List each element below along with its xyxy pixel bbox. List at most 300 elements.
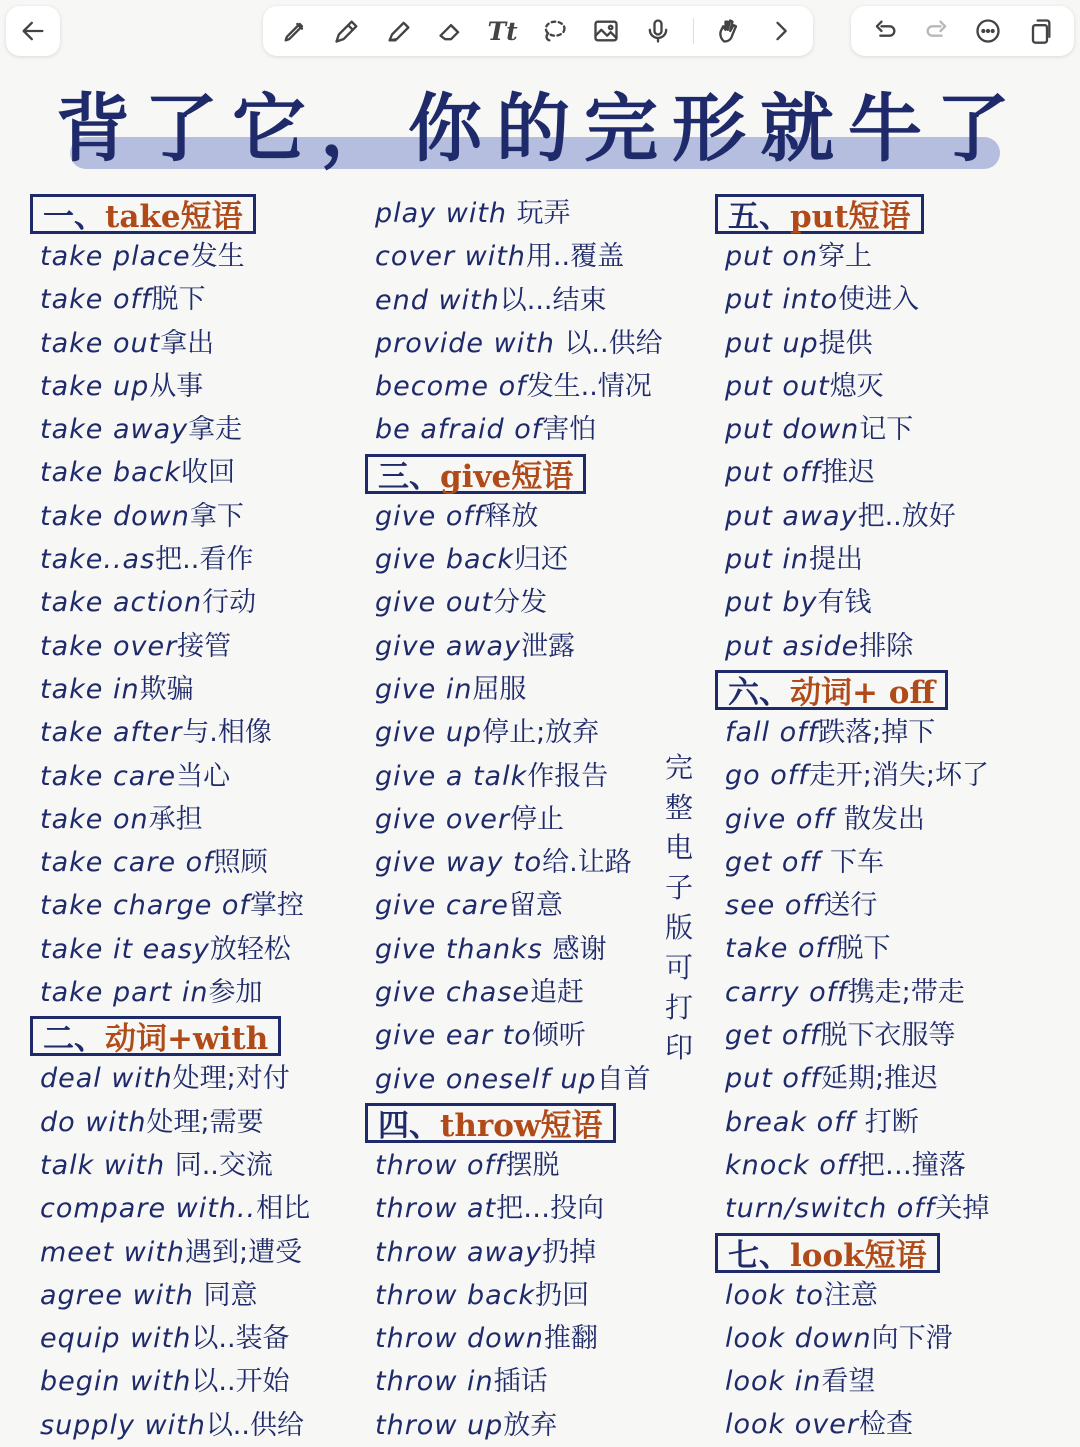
section-number: 五、	[728, 199, 790, 235]
phrase-item	[30, 1317, 360, 1360]
section-number: 六、	[728, 674, 790, 711]
phrase-english: put off	[725, 457, 821, 489]
phrase-chinese: 熄灭	[829, 370, 884, 402]
history-toolbar	[851, 6, 1074, 56]
phrase-chinese: 把…撞落	[857, 1149, 966, 1181]
phrase-item	[715, 884, 1075, 927]
phrase-english: provide with	[375, 327, 565, 359]
section-label: give短语	[440, 458, 574, 495]
section-number: 七、	[728, 1237, 790, 1274]
phrase-english: give out	[375, 587, 494, 619]
phrase-english: take over	[40, 630, 178, 662]
phrase-item	[30, 408, 360, 451]
text-tool-glyph: Tt	[487, 16, 518, 46]
phrase-item	[365, 235, 690, 278]
phrase-english: take up	[40, 370, 150, 402]
phrase-chinese: 以..开始	[191, 1366, 290, 1398]
section-label: 动词+with	[105, 1021, 269, 1058]
phrase-chinese: 脱下衣服等	[820, 1020, 956, 1052]
phrase-chinese: 携走;带走	[847, 976, 965, 1008]
phrase-english: become of	[375, 371, 527, 403]
phrase-chinese: 以..装备	[191, 1323, 290, 1355]
phrase-item	[715, 235, 1075, 278]
phrase-english: give ear to	[375, 1020, 532, 1052]
phrase-chinese: 相比	[256, 1193, 311, 1225]
phrase-english: break off	[725, 1106, 865, 1138]
phrase-item	[715, 1101, 1075, 1144]
phrase-english: take on	[40, 803, 149, 835]
phrase-chinese: 下车	[830, 846, 885, 878]
phrase-english: throw at	[375, 1193, 497, 1225]
eraser-icon[interactable]	[434, 14, 468, 48]
phrase-chinese: 扔回	[535, 1279, 590, 1311]
phrase-chinese: 停止;放弃	[482, 717, 600, 749]
phrase-item	[365, 625, 690, 668]
phrase-item	[30, 1360, 360, 1403]
phrase-english: give away	[375, 630, 521, 662]
phrase-english: knock off	[725, 1149, 858, 1181]
section-number: 三、	[378, 458, 440, 495]
phrase-english: take place	[40, 241, 191, 272]
phrase-item	[365, 711, 690, 754]
phrase-chinese: 用..覆盖	[525, 241, 625, 273]
phrase-chinese: 走开;消失;坏了	[808, 760, 989, 792]
phrase-english: take action	[40, 587, 203, 619]
pages-icon[interactable]	[1023, 14, 1057, 48]
phrase-english: begin with	[40, 1366, 192, 1398]
phrase-english: give chase	[375, 977, 530, 1009]
phrase-english: put down	[725, 414, 860, 446]
phrase-item	[30, 1144, 360, 1187]
phrase-english: look to	[725, 1279, 824, 1311]
phrase-chinese: 当心	[176, 760, 231, 792]
phrase-english: fall off	[725, 716, 819, 748]
section-label: put短语	[790, 199, 911, 235]
phrase-item	[30, 322, 360, 365]
phrase-chinese: 扔掉	[542, 1236, 597, 1268]
phrase-english: put on	[725, 241, 819, 272]
phrase-chinese: 拿下	[189, 500, 244, 532]
phrase-chinese: 把..放好	[857, 500, 956, 532]
phrase-item	[365, 798, 690, 841]
phrase-item	[365, 495, 690, 538]
phrase-chinese: 提供	[818, 327, 873, 359]
phrase-item	[365, 928, 690, 971]
phrase-english: take off	[40, 284, 152, 316]
phrase-english: throw down	[375, 1323, 544, 1355]
phrase-chinese: 推迟	[820, 457, 875, 489]
phrase-item	[365, 1404, 690, 1447]
microphone-icon[interactable]	[641, 14, 675, 48]
toolbar-divider	[693, 18, 694, 44]
section-number: 二、	[43, 1021, 105, 1058]
phrase-english: take down	[40, 500, 190, 532]
phrase-chinese: 收回	[181, 457, 236, 489]
phrase-chinese: 作报告	[527, 760, 609, 792]
phrase-chinese: 拿走	[188, 414, 243, 446]
phrase-english: give care	[375, 890, 509, 922]
phrase-english: take charge of	[40, 890, 250, 922]
phrase-item	[365, 538, 690, 581]
phrase-item	[715, 278, 1075, 321]
phrase-item	[365, 1317, 690, 1360]
phrase-chinese: 释放	[484, 500, 539, 532]
phrase-chinese: 泄露	[520, 630, 575, 662]
back-button[interactable]	[6, 6, 60, 56]
phrase-chinese: 看望	[821, 1366, 876, 1398]
phrase-item	[365, 1014, 690, 1057]
column-2	[365, 192, 690, 1447]
phrase-chinese: 以..供给	[564, 327, 663, 359]
phrase-english: play with	[375, 198, 517, 229]
phrase-chinese: 参加	[208, 977, 263, 1009]
phrase-item	[30, 451, 360, 494]
phrase-chinese: 检查	[858, 1409, 913, 1441]
phrase-chinese: 以...结束	[499, 284, 607, 316]
phrase-item	[30, 1274, 360, 1317]
side-note	[661, 748, 697, 1068]
off-phrase-list	[715, 711, 1075, 1231]
phrase-item	[715, 408, 1075, 451]
phrase-chinese: 自首	[596, 1063, 651, 1095]
phrase-item	[365, 1144, 690, 1187]
phrase-item	[715, 581, 1075, 624]
phrase-english: take off	[725, 933, 837, 965]
phrase-item	[30, 365, 360, 408]
column-1	[30, 192, 360, 1447]
phrase-english: see off	[725, 890, 824, 922]
phrase-chinese: 散发出	[843, 803, 925, 835]
phrase-english: take back	[40, 457, 182, 489]
phrase-item	[30, 235, 360, 278]
phrase-chinese: 穿上	[818, 241, 873, 272]
phrase-english: be afraid of	[375, 414, 543, 446]
phrase-item	[365, 884, 690, 927]
phrase-item	[365, 1058, 690, 1101]
phrase-chinese: 提出	[809, 544, 864, 576]
phrase-chinese: 送行	[823, 890, 878, 922]
page-title: 背了它，你的完形就牛了	[56, 86, 1024, 172]
throw-phrase-list	[365, 1144, 690, 1447]
phrase-chinese: 插话	[493, 1366, 548, 1398]
phrase-item	[365, 279, 690, 322]
phrase-english: look over	[725, 1409, 859, 1441]
phrase-item	[30, 928, 360, 971]
phrase-english: meet with	[40, 1236, 185, 1268]
phrase-english: take after	[40, 717, 183, 749]
phrase-english: take..as	[40, 544, 156, 576]
section-header-give	[365, 454, 586, 494]
phrase-item	[715, 322, 1075, 365]
section-number: 一、	[43, 199, 105, 235]
image-icon[interactable]	[589, 14, 623, 48]
phrase-chinese: 从事	[149, 370, 204, 402]
phrase-chinese: 注意	[823, 1279, 878, 1311]
phrase-chinese: 处理;对付	[172, 1063, 290, 1095]
phrase-item	[30, 538, 360, 581]
phrase-english: cover with	[375, 241, 526, 273]
section-label: take短语	[105, 199, 243, 235]
phrase-item	[715, 1274, 1075, 1317]
phrase-item	[715, 625, 1075, 668]
phrase-chinese: 归还	[513, 544, 568, 576]
phrase-chinese: 接管	[177, 630, 232, 662]
phrase-english: take in	[40, 673, 140, 705]
phrase-english: take out	[40, 327, 161, 359]
phrase-item	[715, 711, 1075, 754]
phrase-chinese: 向下滑	[871, 1322, 953, 1354]
phrase-english: take away	[40, 414, 189, 446]
phrase-item	[365, 841, 690, 884]
section-label: look短语	[790, 1237, 927, 1274]
phrase-chinese: 倾听	[531, 1020, 586, 1052]
phrase-english: give up	[375, 717, 483, 749]
chevron-right-icon[interactable]	[764, 14, 798, 48]
phrase-chinese: 摆脱	[505, 1149, 560, 1181]
phrase-chinese: 拿出	[160, 327, 215, 359]
phrase-item	[30, 841, 360, 884]
side-note-char: 可	[664, 951, 693, 984]
phrase-chinese: 记下	[859, 414, 914, 446]
phrase-chinese: 欺骗	[139, 673, 194, 705]
section-number: 四、	[378, 1107, 440, 1144]
phrase-chinese: 玩弄	[516, 198, 571, 229]
phrase-english: carry off	[725, 976, 848, 1008]
phrase-item	[30, 1231, 360, 1274]
hand-draw-icon[interactable]	[712, 14, 746, 48]
phrase-english: put aside	[725, 630, 860, 662]
phrase-english: throw in	[375, 1366, 494, 1398]
phrase-item	[30, 1101, 360, 1144]
phrase-chinese: 放轻松	[209, 933, 291, 965]
pencil-icon[interactable]	[278, 14, 312, 48]
phrase-english: put in	[725, 544, 810, 576]
phrase-item	[715, 927, 1075, 970]
phrase-english: deal with	[40, 1063, 173, 1095]
phrase-english: give in	[375, 673, 473, 705]
phrase-item	[365, 365, 690, 408]
side-note-char: 印	[664, 1031, 693, 1064]
phrase-english: put up	[725, 327, 819, 359]
phrase-chinese: 跌落;掉下	[818, 716, 936, 748]
column-3	[715, 192, 1075, 1447]
phrase-chinese: 发生..情况	[526, 371, 652, 403]
phrase-item	[30, 668, 360, 711]
phrase-item	[30, 625, 360, 668]
section-header-take	[30, 194, 256, 234]
phrase-chinese: 把…投向	[496, 1193, 605, 1225]
phrase-chinese: 屈服	[472, 673, 527, 705]
phrase-chinese: 同..交流	[174, 1149, 273, 1181]
lasso-icon[interactable]	[537, 14, 571, 48]
side-note-char: 电	[664, 831, 693, 864]
phrase-english: put away	[725, 500, 858, 532]
phrase-english: put into	[725, 284, 839, 316]
drawing-toolbar	[263, 6, 813, 56]
phrase-chinese: 同意	[203, 1279, 258, 1311]
phrase-chinese: 留意	[508, 890, 563, 922]
phrase-chinese: 推翻	[543, 1323, 598, 1355]
more-icon[interactable]	[971, 14, 1005, 48]
phrase-chinese: 脱下	[836, 933, 891, 965]
phrase-chinese: 害怕	[542, 414, 597, 446]
phrase-item	[715, 495, 1075, 538]
phrase-english: go off	[725, 760, 809, 792]
phrase-chinese: 排除	[859, 630, 914, 662]
put-phrase-list	[715, 235, 1075, 668]
phrase-english: equip with	[40, 1323, 192, 1355]
give-phrase-list	[365, 495, 690, 1101]
phrase-item	[365, 755, 690, 798]
phrase-item	[715, 841, 1075, 884]
phrase-chinese: 把..看作	[155, 544, 254, 576]
phrase-english: take part in	[40, 977, 209, 1009]
phrase-chinese: 打断	[864, 1106, 919, 1138]
phrase-english: put off	[725, 1063, 821, 1095]
phrase-item	[365, 668, 690, 711]
phrase-chinese: 感谢	[552, 933, 607, 965]
phrase-english: give thanks	[375, 933, 553, 965]
phrase-english: put out	[725, 370, 830, 402]
phrase-item	[715, 1187, 1075, 1230]
phrase-item	[30, 884, 360, 927]
phrase-item	[715, 1014, 1075, 1057]
take-phrase-list	[30, 235, 360, 1014]
phrase-chinese: 分发	[493, 587, 548, 619]
side-note-char: 子	[664, 871, 693, 904]
phrase-chinese: 有钱	[817, 587, 872, 619]
phrase-english: agree with	[40, 1279, 204, 1311]
phrase-english: throw off	[375, 1149, 506, 1181]
phrase-item	[715, 1144, 1075, 1187]
phrase-chinese: 放弃	[503, 1409, 558, 1441]
phrase-english: look down	[725, 1322, 872, 1354]
undo-icon[interactable]	[868, 14, 902, 48]
phrase-english: supply with	[40, 1409, 206, 1441]
phrase-english: throw back	[375, 1279, 536, 1311]
phrase-item	[715, 1317, 1075, 1360]
phrase-chinese: 遇到;遭受	[184, 1236, 303, 1268]
phrase-chinese: 停止	[510, 803, 565, 835]
phrase-english: give over	[375, 803, 511, 835]
phrase-english: give off	[725, 803, 844, 835]
phrase-item	[365, 971, 690, 1014]
section-label: throw短语	[440, 1107, 603, 1144]
phrase-chinese: 以..供给	[205, 1409, 304, 1441]
with-more-phrase-list	[365, 192, 690, 452]
phrase-chinese: 行动	[202, 587, 257, 619]
section-header-throw	[365, 1103, 616, 1143]
section-header-with	[30, 1016, 281, 1056]
phrase-item	[715, 754, 1075, 797]
phrase-item	[30, 278, 360, 321]
text-tool-icon[interactable]	[486, 14, 520, 48]
phrase-item	[365, 408, 690, 451]
phrase-english: end with	[375, 284, 500, 316]
phrase-item	[30, 1057, 360, 1100]
redo-icon[interactable]	[920, 14, 954, 48]
phrase-chinese: 关掉	[935, 1193, 990, 1225]
side-note-char: 完	[664, 751, 693, 784]
phrase-chinese: 发生	[190, 241, 245, 272]
phrase-item	[30, 755, 360, 798]
highlighter-icon[interactable]	[382, 14, 416, 48]
phrase-english: compare with..	[40, 1193, 257, 1225]
look-phrase-list	[715, 1274, 1075, 1447]
phrase-chinese: 脱下	[151, 284, 206, 316]
phrase-chinese: 使进入	[838, 284, 920, 316]
phrase-item	[30, 711, 360, 754]
phrase-english: give oneself up	[375, 1063, 597, 1095]
section-label: 动词+ off	[790, 674, 935, 711]
section-header-look	[715, 1233, 940, 1273]
phrase-item	[30, 971, 360, 1014]
phrase-chinese: 追赶	[530, 977, 584, 1009]
phrase-english: throw away	[375, 1236, 543, 1268]
phrase-english: get off	[725, 846, 831, 878]
phrase-english: put by	[725, 587, 818, 619]
phrase-item	[715, 365, 1075, 408]
side-note-char: 版	[664, 911, 693, 944]
arrow-left-icon	[16, 14, 50, 48]
phrase-item	[365, 581, 690, 624]
with-phrase-list	[30, 1057, 360, 1447]
phrase-item	[715, 538, 1075, 581]
phrase-item	[30, 798, 360, 841]
phrase-english: give off	[375, 500, 485, 532]
phrase-item	[715, 1360, 1075, 1403]
phrase-english: give back	[375, 544, 514, 576]
phrase-item	[365, 1360, 690, 1403]
phrase-item	[30, 1187, 360, 1230]
phrase-english: turn/switch off	[725, 1193, 936, 1225]
phrase-english: do with	[40, 1106, 147, 1138]
phrase-chinese: 处理;需要	[146, 1106, 264, 1138]
phrase-item	[715, 798, 1075, 841]
phrase-item	[365, 1231, 690, 1274]
phrase-english: throw up	[375, 1409, 504, 1441]
section-header-off	[715, 670, 948, 710]
phrase-item	[365, 322, 690, 365]
phrase-chinese: 与.相像	[182, 717, 272, 749]
phrase-item	[30, 495, 360, 538]
phrase-item	[715, 451, 1075, 494]
phrase-chinese: 照顾	[213, 847, 268, 879]
phrase-english: take care	[40, 760, 177, 792]
phrase-chinese: 承担	[148, 803, 203, 835]
phrase-item	[365, 1274, 690, 1317]
phrase-item	[715, 971, 1075, 1014]
phrase-english: take it easy	[40, 933, 210, 965]
phrase-chinese: 掌控	[249, 890, 304, 922]
phrase-english: talk with	[40, 1149, 175, 1181]
phrase-item	[30, 581, 360, 624]
pen-icon[interactable]	[330, 14, 364, 48]
phrase-english: give a talk	[375, 760, 528, 792]
phrase-english: take care of	[40, 847, 214, 879]
phrase-item	[715, 1057, 1075, 1100]
phrase-english: look in	[725, 1366, 822, 1398]
phrase-item	[365, 1187, 690, 1230]
phrase-english: give way to	[375, 847, 543, 879]
phrase-item	[365, 192, 690, 235]
side-note-char: 打	[664, 991, 693, 1024]
phrase-item	[30, 1404, 360, 1447]
section-header-put	[715, 194, 924, 234]
side-note-char: 整	[664, 791, 693, 824]
phrase-item	[715, 1403, 1075, 1446]
phrase-chinese: 延期;推迟	[820, 1063, 939, 1095]
